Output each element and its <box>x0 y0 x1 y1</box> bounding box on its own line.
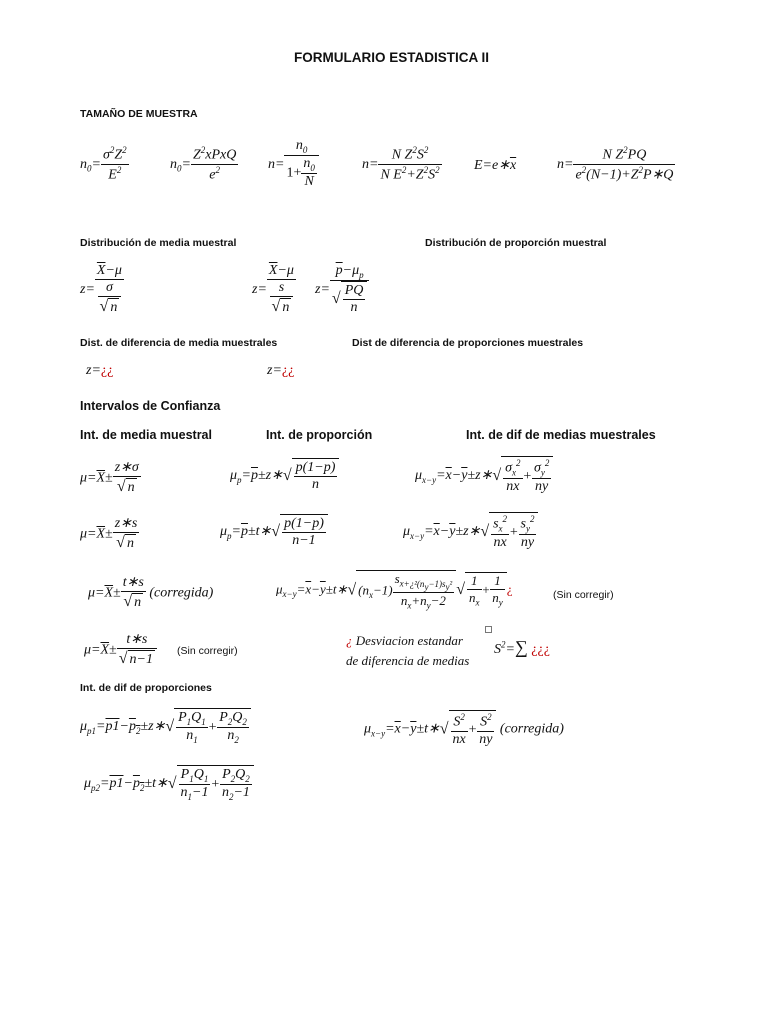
note-sin-corregir-1: (Sin corregir) <box>553 589 614 601</box>
formula-int-dif-medias-t-sin: $\mu_{x-y}=\overline{x}-\overline{y}\pm t∗√$ $(n_x-1)$ $\frac{s_{x+¿^2(n_y-1)s_y^2}}{n_x+n_y-2}$ √ $\frac{1}{n_x}$ + $\frac{1}{n_y}$ ¿ <box>276 571 513 611</box>
formula-int-prop-t: $\mu_p=\overline{p}\pm t∗√$ $\frac{p(1-p)}{n-1}$ <box>220 514 328 550</box>
section-dist-media: Distribución de media muestral <box>80 237 237 249</box>
formula-n0-1: $n_0=$ $\frac{\sigma^2Z^2}{E^2}$ <box>80 145 127 183</box>
formula-E: $E=e∗\overline{x}$ <box>474 158 517 173</box>
formula-z-media-s: z= $\frac{\overline{X}-\mu}{\frac{s}{√ n}}$ <box>252 263 294 316</box>
section-dist-dif-prop: Dist de diferencia de proporciones muestrales <box>352 337 584 349</box>
note-sin-corregir-2: (Sin corregir) <box>177 645 238 657</box>
section-int-dif-medias: Int. de dif de medias muestrales <box>466 428 656 442</box>
formula-int-dif-prop-z: $\mu_{p1}=p1-p_2\pm z∗√$ $\frac{P_1Q_1}{n_1}$ + $\frac{P_2Q_2}{n_2}$ <box>80 708 251 746</box>
formula-int-dif-medias-zs: $\mu_{x-y}=\overline{x}-\overline{y}\pm z∗√$ $\frac{s_x^2}{nx}$ + $\frac{s_y^2}{ny}$ <box>403 512 538 552</box>
section-sample-size: TAMAÑO DE MUESTRA <box>80 108 198 120</box>
formula-n-finita: n= $\frac{N Z^2S^2}{N E^2+Z^2S^2}$ <box>362 145 440 183</box>
formula-int-media-t-corregida: $\mu=\overline{X}\pm$ $\frac{t∗s}{√ n}$ (corregida) <box>88 575 214 611</box>
section-int-dif-prop: Int. de dif de proporciones <box>80 682 212 694</box>
formula-int-dif-medias-t-corregida: $\mu_{x-y}=\overline{x}-\overline{y}\pm t∗√$ $\frac{S^2}{nx}$ + $\frac{S^2}{ny}$ (corregida) <box>364 712 564 747</box>
section-intervalos: Intervalos de Confianza <box>80 399 221 413</box>
formula-int-prop-z: $\mu_p=\overline{p}\pm z∗√$ $\frac{p(1-p)}{n}$ <box>230 458 339 494</box>
text-desviacion-1: ¿ Desviacion estandar <box>346 633 463 648</box>
section-int-media: Int. de media muestral <box>80 428 212 442</box>
formula-n-prop-finita: n= $\frac{N Z^2PQ}{e^2(N-1)+Z^2P∗Q}$ <box>557 145 674 183</box>
formula-n0-2: $n_0=$ $Z^2xPxQ$ $e^2$ <box>170 145 237 183</box>
section-dist-proporcion: Distribución de proporción muestral <box>425 237 607 249</box>
formula-int-media-zs: $\mu=\overline{X}\pm$ $\frac{z∗s}{√ n}$ <box>80 516 138 552</box>
formula-z-dif-prop: z=¿¿ <box>267 363 295 378</box>
formula-S2-sum: $S^2=\sum$ ¿¿¿ <box>494 637 550 657</box>
formula-int-dif-medias-z: $\mu_{x-y}=\overline{x}-\overline{y}\pm z∗√$ $\frac{\sigma_x^2}{nx}$ + $\frac{\sigma_y^2}{ny}$ <box>415 456 553 496</box>
formula-z-media-sigma: z= $\frac{\overline{X}-\mu}{\frac{\sigma}{√ n}}$ <box>80 263 122 316</box>
page-title: FORMULARIO ESTADISTICA II <box>294 50 489 65</box>
formula-int-media-z: $\mu=\overline{X}\pm$ $\frac{z∗\sigma}{√ n}$ <box>80 460 139 496</box>
small-box-glyph <box>485 626 492 633</box>
formula-int-media-t-sin: $\mu=\overline{X}\pm$ $\frac{t∗s}{√ n-1}$ <box>84 632 157 669</box>
section-int-proporcion: Int. de proporción <box>266 428 373 442</box>
text-desviacion-2: de diferencia de medias <box>346 653 470 668</box>
formula-z-proporcion: z= $\overline{p}-\mu_p$ √ $\frac{PQ}{n}$ <box>315 263 369 317</box>
formula-z-dif-media: z=¿¿ <box>86 363 114 378</box>
formula-int-dif-prop-t: $\mu_{p2}=p1-p_2\pm t∗√$ $\frac{P_1Q_1}{n_1-1}$ + $\frac{P_2Q_2}{n_2-1}$ <box>84 765 254 803</box>
formula-n-correccion: n= $n_0$ 1+ $\frac{n_0}{N}$ <box>268 138 319 191</box>
section-dist-dif-media: Dist. de diferencia de media muestrales <box>80 337 278 349</box>
